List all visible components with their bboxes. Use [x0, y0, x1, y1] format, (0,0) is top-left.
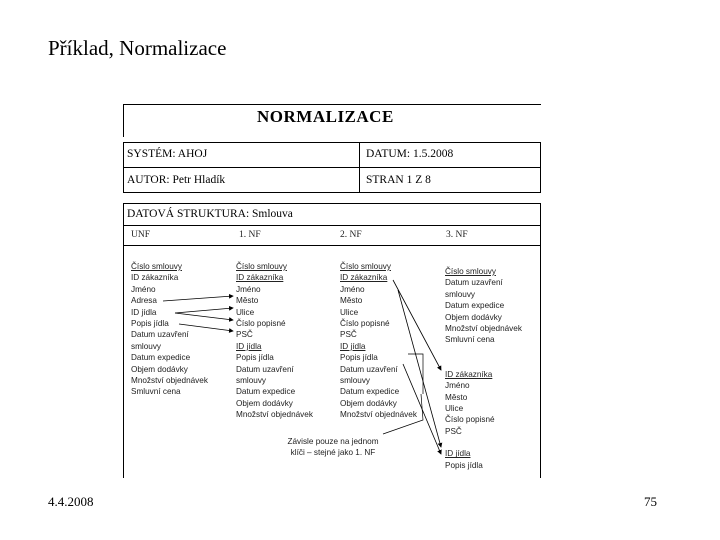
attribute: Ulice — [236, 307, 255, 317]
attribute: smlouvy — [445, 289, 476, 299]
attribute: Datum uzavření — [340, 364, 398, 374]
note-line: klíči – stejné jako 1. NF — [290, 448, 376, 457]
column-header-1nf: 1. NF — [239, 230, 261, 240]
attribute: ID zákazníka — [445, 369, 493, 379]
arrow-line — [163, 296, 233, 301]
attribute: ID jídla — [340, 341, 366, 351]
footer-date: 4.4.2008 — [48, 494, 94, 509]
attribute: ID jídla — [445, 449, 471, 459]
slide-title: Příklad, Normalizace — [48, 36, 227, 60]
attribute: PSČ — [236, 330, 253, 340]
attribute: Popis jídla — [236, 353, 274, 363]
attribute: PSČ — [340, 330, 357, 340]
arrow-line — [398, 290, 441, 447]
attribute: Jméno — [445, 381, 470, 391]
column-header-2nf: 2. NF — [340, 230, 362, 240]
attribute: Adresa — [131, 296, 157, 306]
column-header-3nf: 3. NF — [446, 230, 468, 240]
attribute: Datum uzavření — [445, 278, 503, 288]
attribute: Číslo popisné — [236, 319, 286, 329]
attribute: Město — [445, 392, 468, 402]
attribute: Množství objednávek — [445, 324, 522, 334]
attribute: Město — [236, 296, 259, 306]
attribute: Datum expedice — [131, 353, 191, 363]
attribute: ID zákazníka — [236, 273, 284, 283]
attribute: Objem dodávky — [340, 398, 397, 408]
data-structure-title: DATOVÁ STRUKTURA: Smlouva — [127, 208, 293, 220]
pages-field: STRAN 1 Z 8 — [366, 174, 431, 186]
page-number: 75 — [644, 494, 657, 509]
attribute: Smluvní cena — [445, 335, 495, 345]
normalization-document-scan — [123, 104, 541, 478]
attribute: smlouvy — [131, 341, 162, 351]
attribute: Číslo smlouvy — [445, 267, 496, 276]
attribute: Objem dodávky — [236, 398, 293, 408]
attribute: Množství objednávek — [340, 410, 417, 420]
attribute: Popis jídla — [131, 319, 169, 329]
dependency-arrows — [123, 104, 541, 478]
attribute: Datum expedice — [340, 387, 400, 397]
attribute: Popis jídla — [445, 460, 483, 470]
arrow-line — [175, 308, 233, 313]
attribute: Objem dodávky — [131, 364, 188, 374]
attribute: Jméno — [340, 284, 365, 294]
author-field: AUTOR: Petr Hladík — [127, 174, 226, 186]
document-heading: NORMALIZACE — [257, 107, 394, 126]
attribute: Číslo smlouvy — [340, 262, 391, 271]
date-field: DATUM: 1.5.2008 — [366, 148, 454, 160]
attribute: Datum expedice — [236, 387, 296, 397]
attribute: Číslo popisné — [445, 415, 495, 425]
system-field: SYSTÉM: AHOJ — [127, 148, 208, 160]
attribute: ID jídla — [131, 307, 157, 317]
attribute: Jméno — [131, 284, 156, 294]
attribute: Množství objednávek — [236, 410, 313, 420]
attribute: smlouvy — [236, 376, 267, 386]
attribute: PSČ — [445, 426, 462, 436]
attribute: Datum uzavření — [131, 330, 189, 340]
attribute: ID jídla — [236, 341, 262, 351]
attribute: Číslo smlouvy — [131, 262, 182, 271]
attribute: ID zákazníka — [340, 273, 388, 283]
attribute: Ulice — [340, 307, 359, 317]
attribute: Popis jídla — [340, 353, 378, 363]
arrow-line — [175, 313, 233, 320]
attribute: Jméno — [236, 284, 261, 294]
attribute: Město — [340, 296, 363, 306]
bracket-line — [383, 394, 423, 434]
attribute: Objem dodávky — [445, 312, 502, 322]
attribute: Číslo smlouvy — [236, 262, 287, 271]
attribute: ID zákazníka — [131, 273, 179, 283]
attribute: Smluvní cena — [131, 387, 181, 397]
attribute: Číslo popisné — [340, 319, 390, 329]
attribute: Datum uzavření — [236, 364, 294, 374]
column-header-unf: UNF — [131, 230, 151, 240]
attribute: Datum expedice — [445, 301, 505, 311]
attribute: smlouvy — [340, 376, 371, 386]
arrow-line — [179, 324, 233, 331]
attribute: Množství objednávek — [131, 376, 208, 386]
attribute: Ulice — [445, 404, 464, 414]
note-line: Závisle pouze na jednom — [287, 437, 379, 446]
arrow-line — [393, 280, 441, 370]
